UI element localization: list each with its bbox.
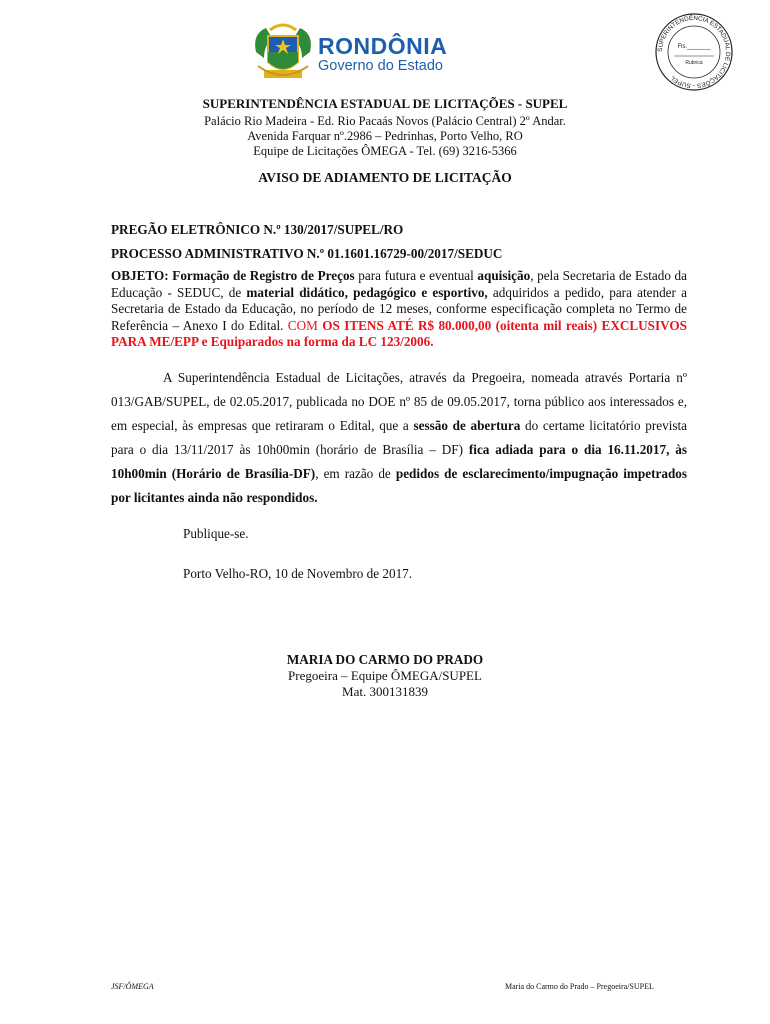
body-sessao: sessão de abertura (413, 418, 521, 433)
objeto-com: COM (287, 317, 323, 333)
objeto-exclusivos: OS ITENS ATÉ R$ 80.000,00 (oitenta mil reais) EXCLUSIVOS PARA ME/EPP e Equiparados na forma da LC 123/2006. (111, 317, 687, 349)
footer-right: Maria do Carmo do Prado – Pregoeira/SUPEL (505, 982, 654, 991)
coat-of-arms-icon (250, 22, 316, 84)
signatory-mat: Mat. 300131839 (342, 684, 428, 699)
address-line-2: Avenida Farquar nº.2986 – Pedrinhas, Porto Velho, RO (247, 129, 523, 143)
objeto-label: OBJETO: (111, 268, 169, 283)
objeto-formacao: Formação de Registro de Preços (172, 268, 355, 283)
objeto-material: material didático, pedagógico e esportivo, (246, 284, 488, 300)
stamp-rubrica: Rubrica (685, 60, 703, 66)
agency-address (0, 114, 770, 159)
processo-number: PROCESSO ADMINISTRATIVO N.º 01.1601.16729-00/2017/SEDUC (111, 246, 503, 261)
agency-title: SUPERINTENDÊNCIA ESTADUAL DE LICITAÇÕES - SUPEL (202, 96, 568, 111)
footer-left: JSF/ÔMEGA (111, 982, 154, 991)
body-text-2: do certame licitatório prevista para o dia 13/11/2017 às 10h00min (horário de Brasília – DF) (111, 418, 688, 457)
signatory-name: MARIA DO CARMO DO PRADO (286, 652, 484, 667)
publique-se: Publique-se. (183, 526, 249, 541)
body-text-3: , em razão de (315, 466, 396, 481)
brand-name: RONDÔNIA (318, 33, 448, 59)
stamp-seal-icon (654, 12, 734, 92)
pregao-number: PREGÃO ELETRÔNICO N.º 130/2017/SUPEL/RO (111, 222, 404, 237)
stamp-ring-text: SUPERINTENDÊNCIA ESTADUAL DE LICITAÇÕES - SUPEL (656, 14, 732, 90)
protocol-stamp (654, 12, 734, 92)
signatory-role: Pregoeira – Equipe ÔMEGA/SUPEL (288, 668, 482, 683)
brand-text (318, 34, 447, 74)
notice-title: AVISO DE ADIAMENTO DE LICITAÇÃO (258, 170, 512, 185)
local-date: Porto Velho-RO, 10 de Novembro de 2017. (183, 566, 413, 581)
body-adiada: fica adiada para o dia 16.11.2017, às 10h00min (Horário de Brasília-DF) (111, 442, 687, 481)
objeto-text-3: adquiridos a pedido, para atender a Secretaria de Estado da Educação, no período de 12 meses, conforme especificação completa no Termo de Referência – Anexo I do Edital. (111, 284, 687, 333)
address-line-1: Palácio Rio Madeira - Ed. Rio Pacaás Novos (Palácio Central) 2º Andar. (204, 114, 566, 128)
stamp-folio: Fls._______ (677, 44, 711, 50)
objeto-text-1: para futura e eventual (354, 268, 478, 283)
brand-subtitle: Governo do Estado (318, 58, 443, 74)
body-text-1: A Superintendência Estadual de Licitações, através da Pregoeira, nomeada através Portaria nº 013/GAB/SUPEL, de 02.05.2017, publicada no DOE nº 85 de 09.05.2017, torna público aos interessados e, em especial, às empresas que retiraram o Edital, que a (111, 370, 687, 433)
objeto-paragraph (111, 268, 687, 351)
objeto-text-2: , pela Secretaria de Estado da Educação - SEDUC, de (111, 268, 687, 300)
notice-body (111, 366, 687, 510)
team-line: Equipe de Licitações ÔMEGA - Tel. (69) 3216-5366 (253, 144, 517, 158)
objeto-aquisicao: aquisição (477, 268, 531, 283)
body-pedidos: pedidos de esclarecimento/impugnação impetrados por licitantes ainda não respondidos. (111, 466, 687, 505)
